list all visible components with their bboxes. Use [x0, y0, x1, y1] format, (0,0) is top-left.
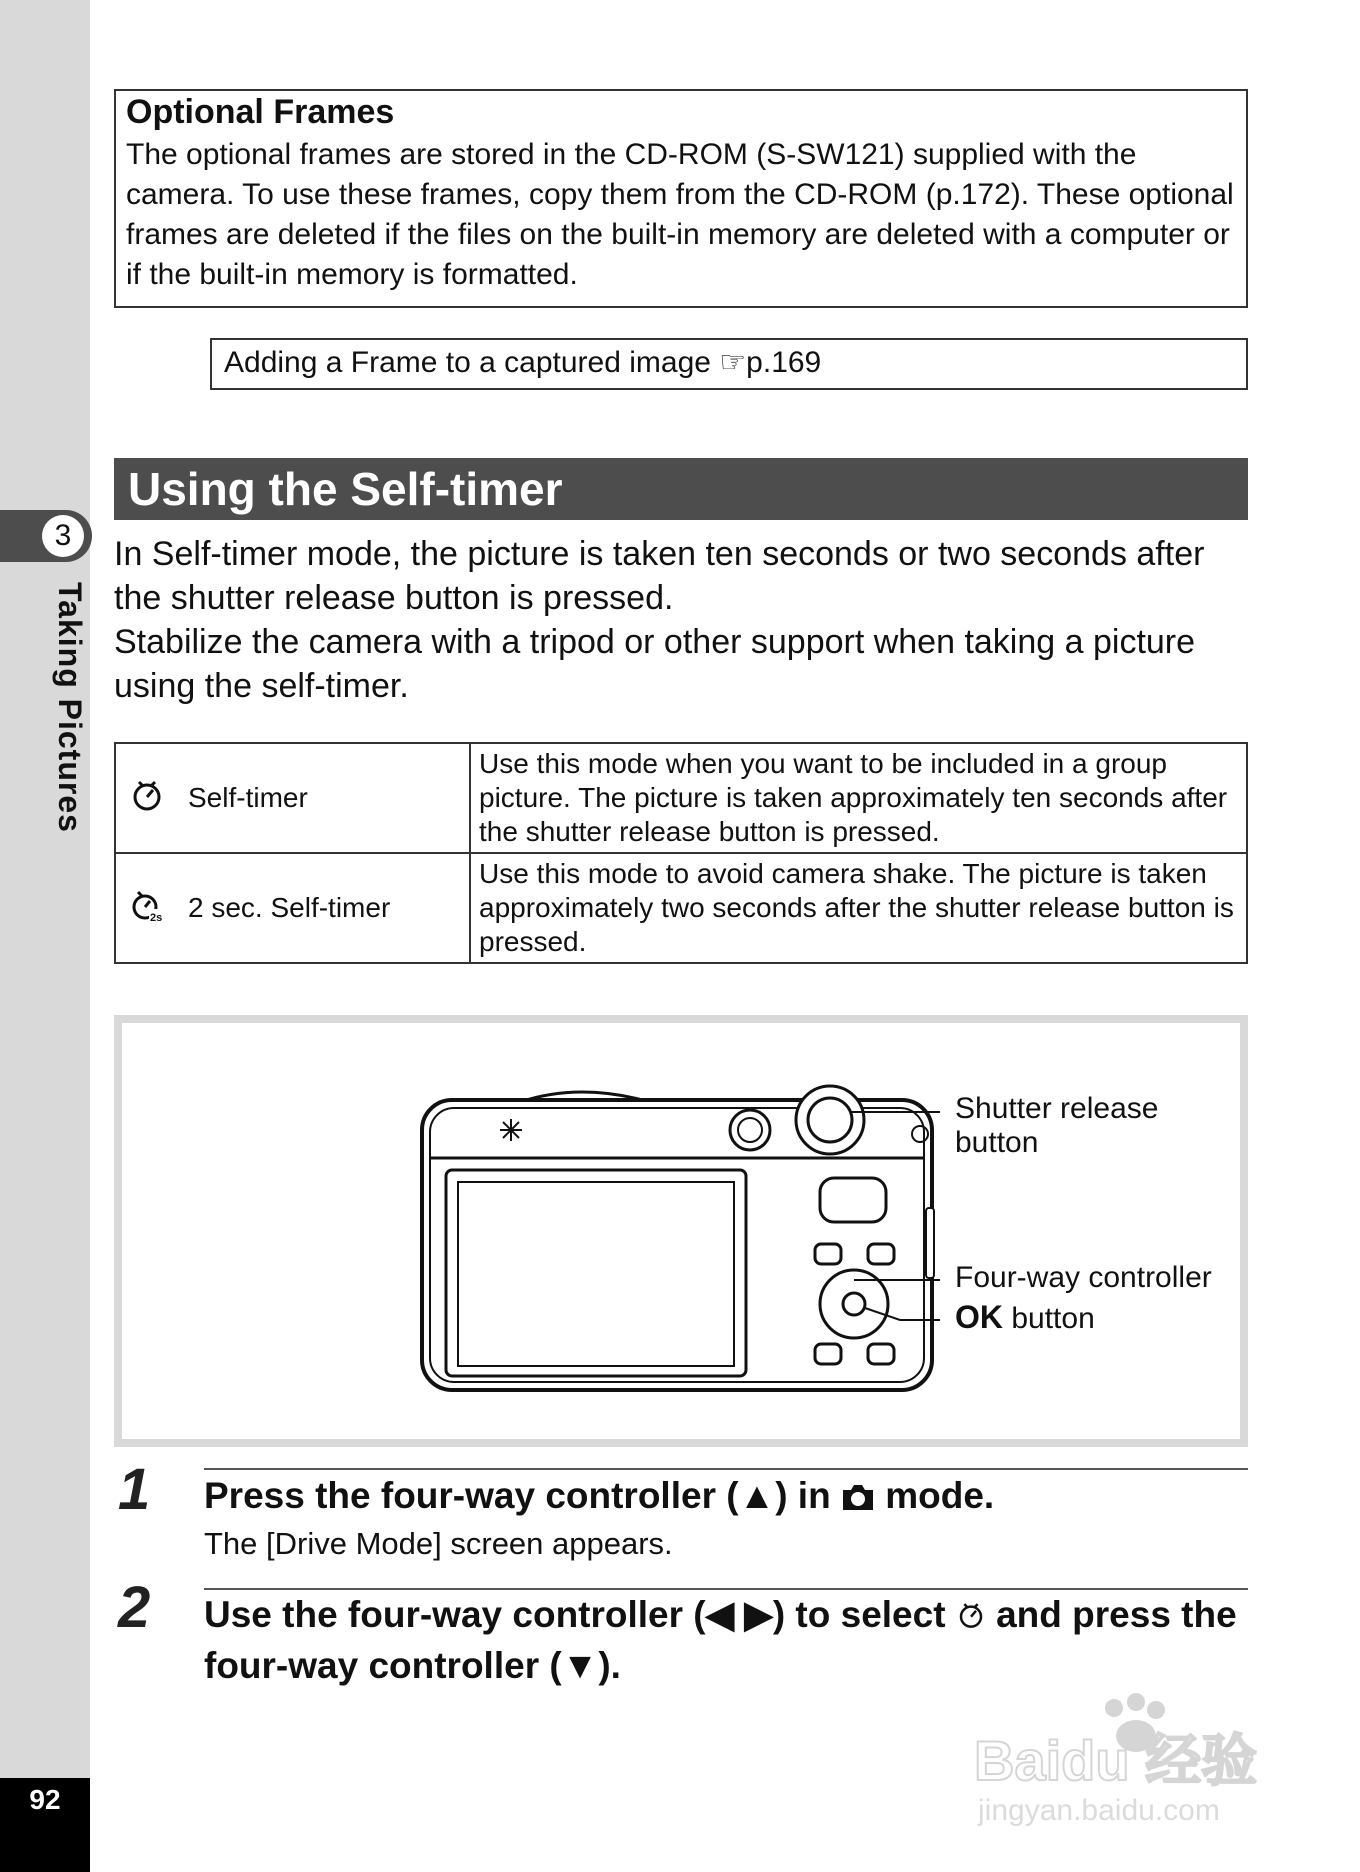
page-number: 92 [29, 1784, 61, 1815]
optional-frames-title: Optional Frames [126, 93, 395, 131]
table-row [115, 853, 1247, 963]
step-title-suffix: mode. [885, 1475, 995, 1516]
self-timer-modes-table [114, 742, 1248, 964]
cross-reference-box: Adding a Frame to a captured image ☞p.169 [210, 338, 1248, 390]
baidu-watermark [964, 1680, 1284, 1830]
step-title-suffix: and press the four-way controller (▼). [204, 1594, 1237, 1686]
chapter-sidebar [0, 0, 90, 1872]
mode-description: Use this mode when you want to be included in a group picture. The picture is taken approximately ten seconds after the shutter release button is pressed. [470, 743, 1247, 853]
svg-text:2s: 2s [150, 911, 163, 923]
table-row [115, 743, 1247, 853]
chapter-number: 3 [42, 515, 84, 557]
chapter-title: Taking Pictures [52, 582, 88, 833]
camera-icon [841, 1476, 875, 1524]
callout-four-way-controller: Four-way controller [955, 1261, 1212, 1294]
watermark-brand: Baidu 经验 [974, 1729, 1258, 1792]
optional-frames-body: The optional frames are stored in the CD-ROM (S-SW121) supplied with the camera. To use these frames, copy them from the CD-ROM (p.172). These optional frames are deleted if the files on the built-in memory are deleted with a computer or if the built-in memory is formatted. [126, 138, 1234, 291]
section-title: Using the Self-timer [114, 458, 1248, 520]
step-title [204, 1591, 1254, 1690]
callout-ok-button [955, 1300, 1095, 1336]
step-title [204, 1472, 1254, 1524]
mode-description: Use this mode to avoid camera shake. The picture is taken approximately two seconds after the shutter release button is pressed. [470, 853, 1247, 963]
self-timer-icon [956, 1594, 986, 1642]
step-number: 2 [118, 1575, 151, 1640]
step-detail: The [Drive Mode] screen appears. [204, 1526, 673, 1561]
section-intro [114, 532, 1254, 708]
callout-shutter-release [955, 1092, 1158, 1160]
step-title-text: Press the four-way controller (▲) in [204, 1475, 831, 1516]
mode-name: Self-timer [178, 743, 470, 853]
step-divider [204, 1588, 1248, 1590]
callout-shutter-line1: Shutter release [955, 1092, 1159, 1125]
step-divider [204, 1468, 1248, 1470]
intro-paragraph-2: Stabilize the camera with a tripod or other support when taking a picture using the self-timer. [114, 623, 1196, 705]
camera-illustration [420, 1078, 940, 1398]
callout-shutter-line2: button [955, 1126, 1039, 1159]
watermark-url: jingyan.baidu.com [978, 1794, 1220, 1827]
self-timer-2sec-icon [115, 853, 178, 963]
mode-name: 2 sec. Self-timer [178, 853, 470, 963]
step-title-text: Use the four-way controller (◀ ▶) to select [204, 1594, 946, 1635]
ok-label: button [1011, 1302, 1095, 1335]
intro-paragraph-1: In Self-timer mode, the picture is taken ten seconds or two seconds after the shutter release button is pressed. [114, 535, 1205, 617]
ok-symbol: OK [955, 1299, 1003, 1335]
self-timer-icon [115, 743, 178, 853]
step-number: 1 [118, 1457, 151, 1522]
